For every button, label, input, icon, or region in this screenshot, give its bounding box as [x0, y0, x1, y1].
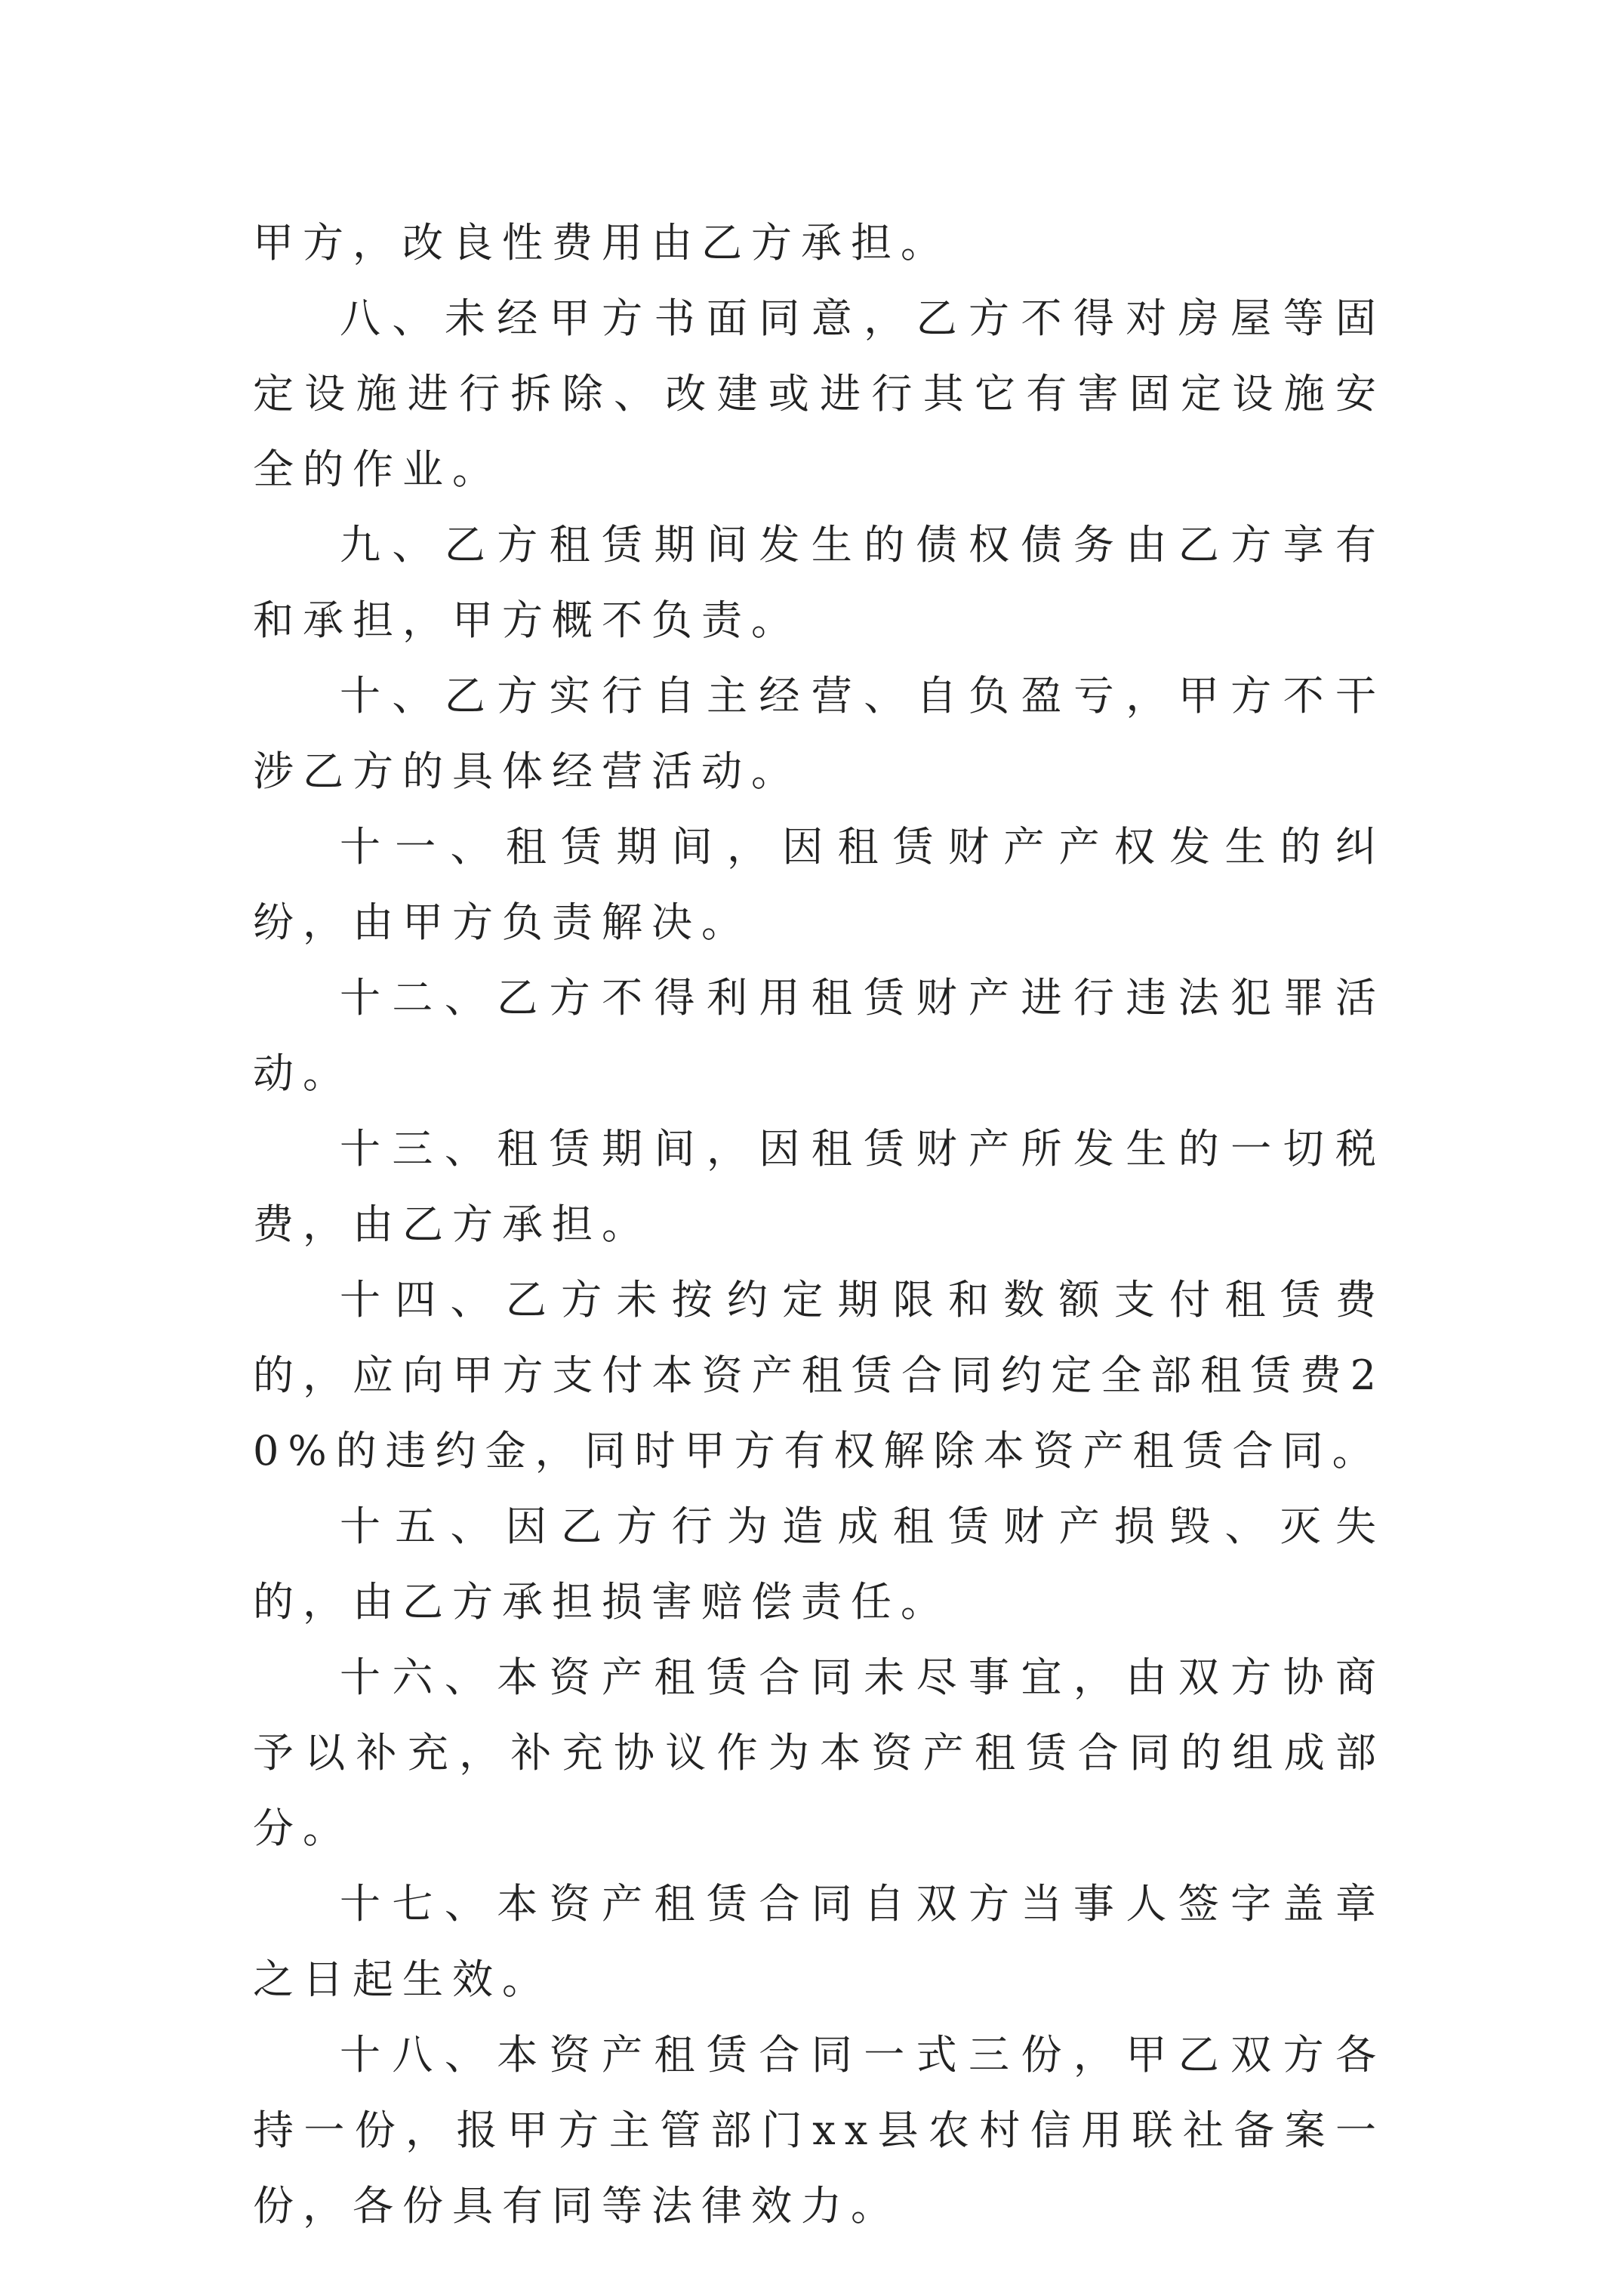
paragraph-clause-13: 十三、租赁期间，因租赁财产所发生的一切税费，由乙方承担。: [253, 1125, 1385, 1248]
paragraph-continuation: 甲方，改良性费用由乙方承担。: [253, 219, 950, 267]
paragraph-clause-17: 十七、本资产租赁合同自双方当事人签字盖章之日起生效。: [253, 1880, 1385, 2003]
paragraph-clause-9: 九、乙方租赁期间发生的债权债务由乙方享有和承担，甲方概不负责。: [253, 521, 1385, 644]
paragraph-clause-15: 十五、因乙方行为造成租赁财产损毁、灭失的，由乙方承担损害赔偿责任。: [253, 1502, 1385, 1626]
paragraph-clause-16: 十六、本资产租赁合同未尽事宜，由双方协商予以补充，补充协议作为本资产租赁合同的组成部分。: [253, 1653, 1385, 1852]
document-body: [253, 205, 1385, 2244]
paragraph-clause-10: 十、乙方实行自主经营、自负盈亏，甲方不干涉乙方的具体经营活动。: [253, 672, 1385, 795]
paragraph-clause-18: 十八、本资产租赁合同一式三份，甲乙双方各持一份，报甲方主管部门xx县农村信用联社备案一份，各份具有同等法律效力。: [253, 2031, 1385, 2230]
paragraph-clause-12: 十二、乙方不得利用租赁财产进行违法犯罪活动。: [253, 974, 1385, 1097]
paragraph-clause-14: 十四、乙方未按约定期限和数额支付租赁费的，应向甲方支付本资产租赁合同约定全部租赁费20%的违约金，同时甲方有权解除本资产租赁合同。: [253, 1276, 1385, 1475]
paragraph-clause-8: 八、未经甲方书面同意，乙方不得对房屋等固定设施进行拆除、改建或进行其它有害固定设施安全的作业。: [253, 294, 1385, 493]
paragraph-clause-11: 十一、租赁期间，因租赁财产产权发生的纠纷，由甲方负责解决。: [253, 823, 1385, 946]
